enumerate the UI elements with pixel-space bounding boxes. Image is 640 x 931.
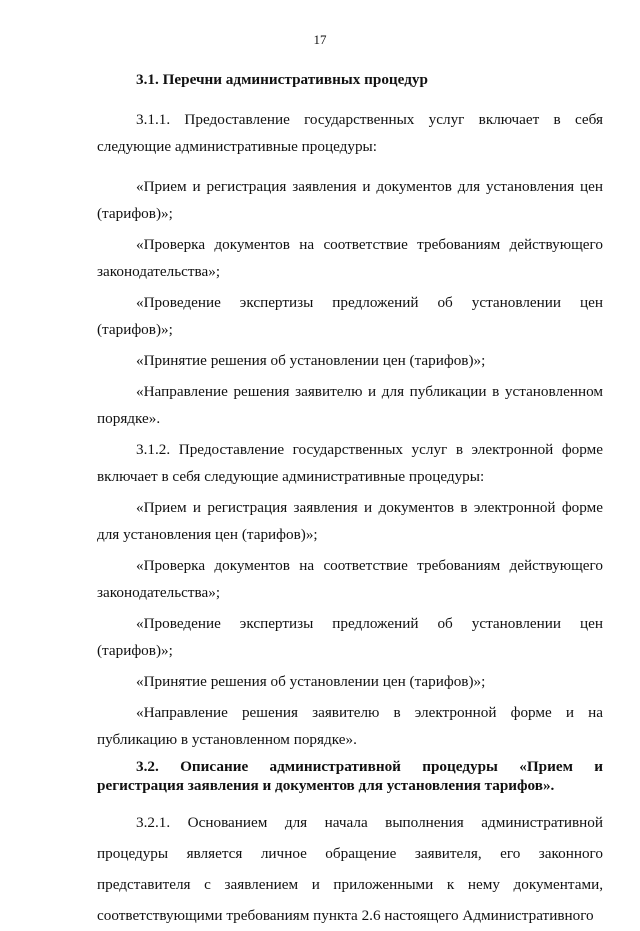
list-item: «Направление решения заявителю в электронной форме и на публикацию в установленном порядке». [97, 704, 603, 748]
section-heading-3-1: 3.1. Перечни административных процедур [136, 71, 428, 88]
paragraph-3-1-2: 3.1.2. Предоставление государственных услуг в электронной форме включает в себя следующие административные процедуры: [97, 441, 603, 485]
list-item: «Проведение экспертизы предложений об установлении цен (тарифов)»; [97, 294, 603, 338]
page-number: 17 [313, 32, 327, 47]
paragraph-3-2-1: 3.2.1. Основанием для начала выполнения административной процедуры является личное обращение заявителя, его законного представителя с заявлением и приложенными к нему документами, соответствующими требованиям пункта 2.6 настоящего Административного [97, 814, 603, 924]
list-item: «Направление решения заявителю и для публикации в установленном порядке». [97, 383, 603, 427]
section-heading-3-2: 3.2. Описание административной процедуры «Прием и регистрация заявления и документов для установления тарифов». [97, 758, 603, 794]
list-item: «Принятие решения об установлении цен (тарифов)»; [136, 352, 486, 369]
list-item: «Проверка документов на соответствие требованиям действующего законодательства»; [97, 236, 603, 280]
list-item: «Прием и регистрация заявления и документов в электронной форме для установления цен (тарифов)»; [97, 499, 603, 543]
list-item: «Проведение экспертизы предложений об установлении цен (тарифов)»; [97, 615, 603, 659]
list-item: «Прием и регистрация заявления и документов для установления цен (тарифов)»; [97, 178, 603, 222]
paragraph-3-1-1: 3.1.1. Предоставление государственных услуг включает в себя следующие административные процедуры: [97, 111, 603, 155]
page-content [97, 66, 603, 931]
list-item: «Проверка документов на соответствие требованиям действующего законодательства»; [97, 557, 603, 601]
list-item: «Принятие решения об установлении цен (тарифов)»; [136, 673, 486, 690]
